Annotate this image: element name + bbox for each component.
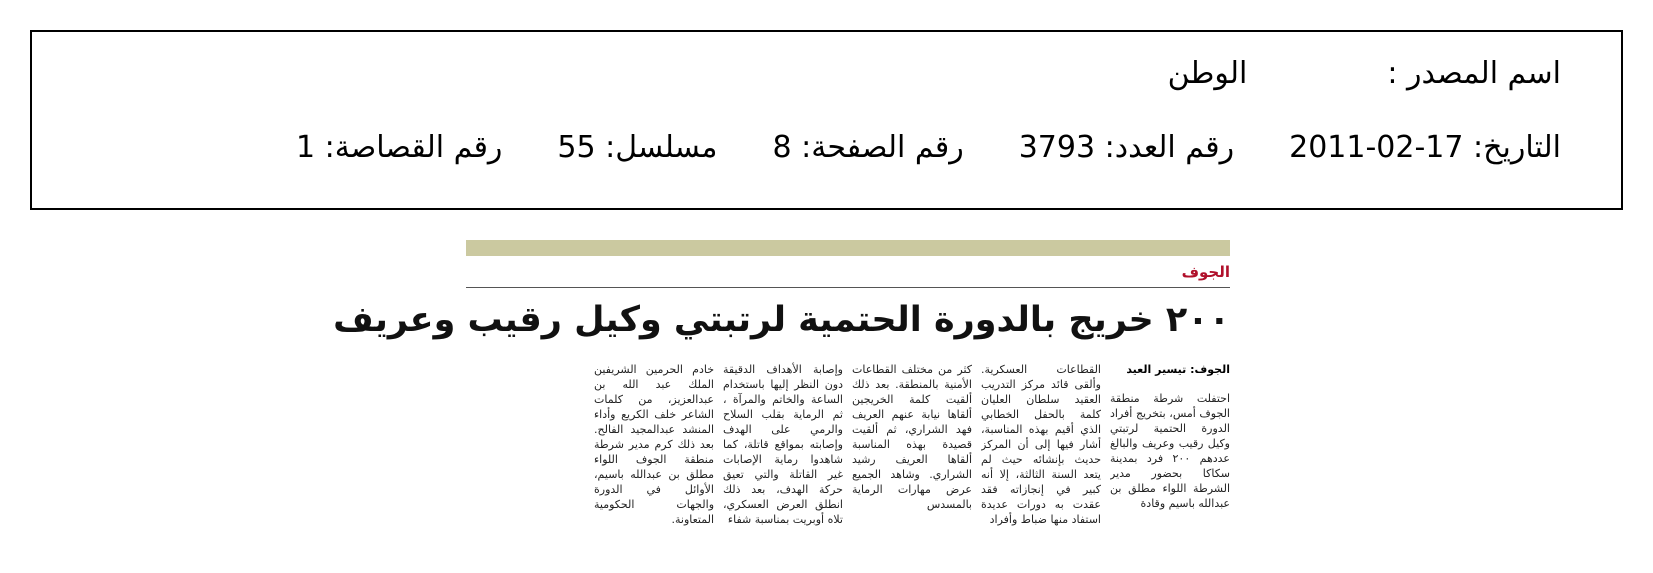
clip-number-value: 1	[295, 130, 316, 165]
section-divider	[466, 287, 1230, 288]
page-value: 8	[772, 130, 792, 165]
serial-field	[557, 130, 717, 166]
source-value: الوطن	[1167, 56, 1248, 91]
article-column-1	[1110, 362, 1230, 530]
clip-number-label: رقم القصاصة:	[324, 130, 503, 165]
source-info-box	[30, 30, 1623, 210]
article-body	[466, 362, 1230, 530]
column-text-1: احتفلت شرطة منطقة الجوف أمس، بتخريج أفراد الدورة الحتمية لرتبتي وكيل رقيب وعريف والبالغ عددهم ٢٠٠ فرد بمدينة سكاكا بحضور مدير الشرطة اللواء مطلق بن عبدالله باسيم وقادة	[1110, 392, 1230, 510]
details-line	[296, 130, 1561, 166]
article-column-5: خادم الحرمين الشريفين الملك عبد الله بن عبدالعزيز، من كلمات الشاعر خلف الكريع وأداء المنشد عبدالمجيد الفالح. بعد ذلك كرم مدير شرطة منطقة الجوف اللواء مطلق بن عبدالله باسيم، الأوائل في الدورة والجهات الحكومية المتعاونة.	[594, 363, 714, 526]
page-label: رقم الصفحة:	[801, 130, 964, 165]
date-label: التاريخ:	[1473, 130, 1561, 165]
issue-field	[1019, 130, 1234, 166]
article-column-2: القطاعات العسكرية. وألقى قائد مركز التدريب العقيد سلطان العليان كلمة بالحفل الخطابي الذي أقيم بهذه المناسبة، أشار فيها إلى أن المركز حديث بإنشائه حيث لم يتعد السنة الثالثة، إلا أنه كبير في إنجازاته فقد عقدت به دورات عديدة استفاد منها ضباط وأفراد	[981, 363, 1101, 526]
article-column-4: وإصابة الأهداف الدقيقة دون النظر إليها باستخدام الساعة والخاتم والمرآة ، ثم الرماية بقلب السلاح والرمي على الهدف وإصابته بمواقع قاتلة، كما شاهدوا رماية الإصابات غير القاتلة والتي تعيق حركة الهدف، بعد ذلك انطلق العرض العسكري، تلاه أوبريت بمناسبة شفاء	[723, 363, 843, 526]
clipping-top-band	[466, 240, 1230, 256]
article-column-3: كثر من مختلف القطاعات الأمنية بالمنطقة. بعد ذلك ألقيت كلمة الخريجين ألقاها نيابة عنهم العريف فهد الشراري، ثم ألقيت قصيدة بهذه المناسبة ألقاها العريف رشيد الشراري. وشاهد الجميع عرض مهارات الرماية بالمسدس	[852, 363, 972, 511]
date-value: 2011-02-17	[1289, 130, 1464, 165]
date-field	[1289, 130, 1561, 166]
page-field	[773, 130, 964, 166]
source-line	[1168, 56, 1561, 92]
serial-value: 55	[557, 130, 596, 165]
section-label: الجوف	[1181, 263, 1230, 281]
issue-label: رقم العدد:	[1104, 130, 1235, 165]
serial-label: مسلسل:	[605, 130, 718, 165]
newspaper-clipping	[333, 240, 1230, 530]
article-byline: الجوف: تيسير العيد	[1126, 363, 1230, 376]
article-headline: ٢٠٠ خريج بالدورة الحتمية لرتبتي وكيل رقيب وعريف	[333, 300, 1230, 340]
source-label: اسم المصدر :	[1387, 56, 1561, 91]
issue-value: 3793	[1018, 130, 1096, 165]
clip-number-field	[296, 130, 502, 166]
